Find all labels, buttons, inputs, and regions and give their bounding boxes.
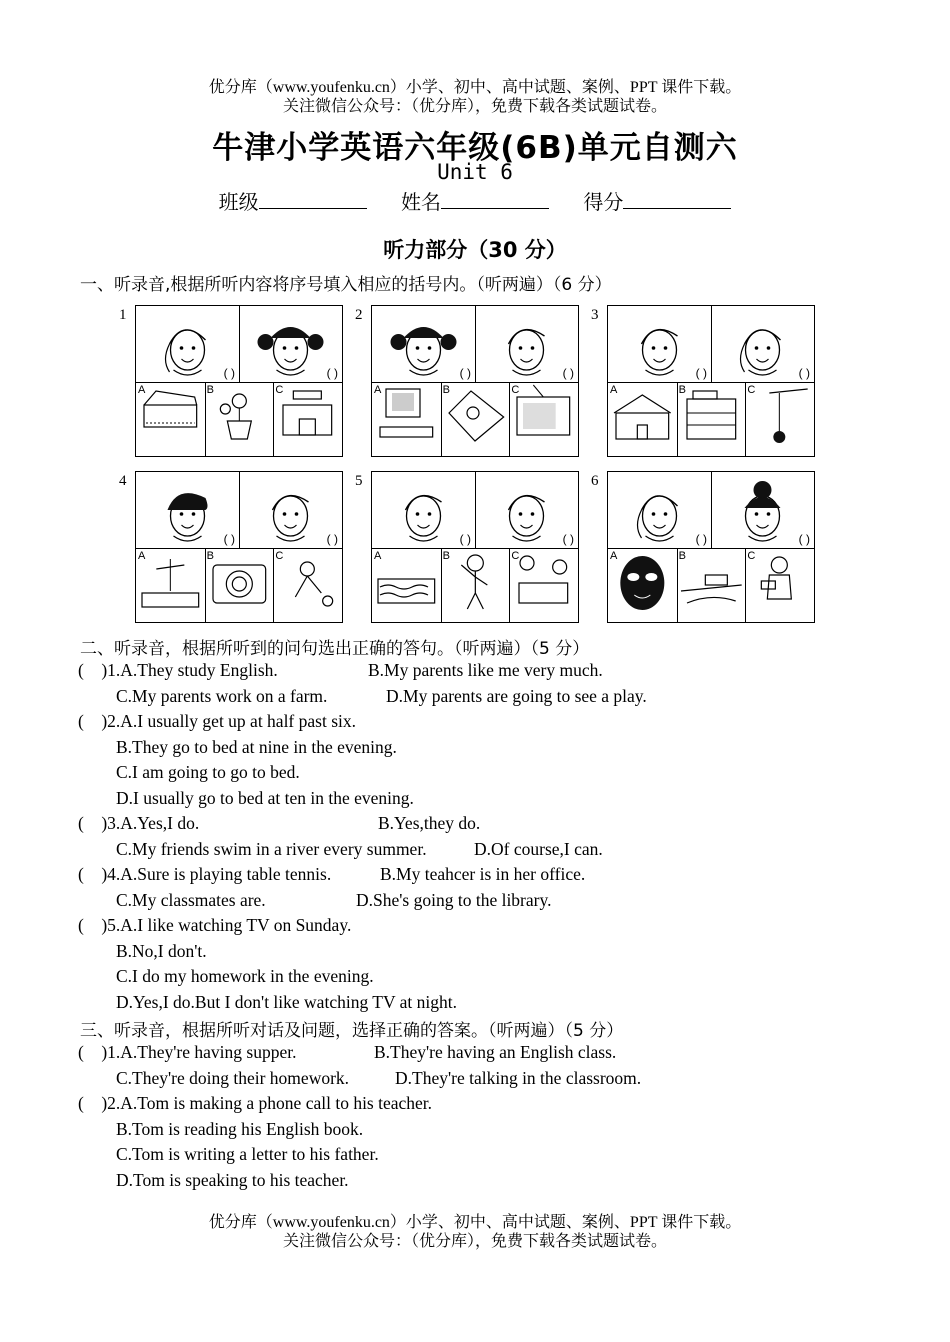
scene-drawing	[205, 383, 274, 455]
answer-paren[interactable]: ( )	[459, 366, 471, 380]
answer-paren[interactable]: ( )	[695, 366, 707, 380]
scene-drawing	[677, 549, 746, 621]
question-line: ( )1.A.They study English.	[78, 660, 278, 680]
option-line: B.My parents like me very much.	[368, 660, 603, 680]
scene-label: A	[374, 550, 382, 562]
scene-drawing	[608, 383, 677, 455]
face-cell	[372, 472, 475, 548]
scene-label: B	[206, 550, 214, 562]
scene-label: C	[511, 550, 520, 562]
answer-paren[interactable]: ( )	[459, 532, 471, 546]
face-cell	[239, 472, 342, 548]
scene-cell	[372, 549, 441, 621]
scene-drawing	[608, 549, 677, 621]
scene-cell	[441, 383, 510, 455]
name-label: 姓名	[401, 190, 441, 214]
face-cell	[711, 306, 814, 382]
name-blank[interactable]	[441, 192, 549, 209]
option-line: B.Tom is reading his English book.	[116, 1118, 364, 1139]
option-line: D.She's going to the library.	[356, 889, 552, 910]
question-line: ( )3.A.Yes,I do.	[78, 813, 200, 833]
option-line: C.I am going to go to bed.	[116, 762, 300, 782]
answer-paren[interactable]: ( )	[798, 532, 810, 546]
score-blank[interactable]	[623, 192, 731, 209]
part-title: 听力部分（30 分）	[383, 238, 567, 262]
scene-drawing	[372, 383, 441, 455]
option-line: D.I usually go to bed at ten in the evening.	[116, 787, 414, 808]
section-1-title: 一、听录音,根据所听内容将序号填入相应的括号内。（听两遍）（6 分）	[80, 275, 612, 295]
section-3-title: 三、听录音，根据所听对话及问题，选择正确的答案。（听两遍）（5 分）	[80, 1021, 624, 1041]
scene-label: C	[747, 550, 756, 562]
header-line-1: 优分库（www.youfenku.cn）小学、初中、高中试题、案例、PPT 课件下载。	[208, 79, 742, 96]
page-title: 牛津小学英语六年级(6B)单元自测六	[212, 130, 738, 166]
question-line: ( )2.A.I usually get up at half past six.	[78, 711, 357, 731]
picture-set	[607, 305, 815, 457]
scene-cell	[441, 549, 510, 621]
answer-paren[interactable]: ( )	[223, 366, 235, 380]
scene-drawing	[136, 549, 205, 621]
scene-drawing	[273, 549, 342, 621]
scene-drawing	[205, 549, 274, 621]
picture-number: 1	[119, 307, 127, 323]
picture-set	[135, 305, 343, 457]
picture-number: 2	[355, 307, 363, 323]
option-line: D.Yes,I do.But I don't like watching TV at night.	[116, 991, 457, 1012]
scene-label: A	[374, 384, 382, 396]
scene-drawing	[509, 549, 578, 621]
scene-label: A	[138, 550, 146, 562]
scene-label: B	[442, 384, 450, 396]
option-line: C.Tom is writing a letter to his father.	[116, 1144, 379, 1164]
picture-number: 5	[355, 473, 363, 489]
answer-paren[interactable]: ( )	[326, 532, 338, 546]
scene-cell	[608, 383, 677, 455]
scene-drawing	[136, 383, 205, 455]
scene-cell	[677, 549, 746, 621]
face-cell	[372, 306, 475, 382]
scene-drawing	[441, 383, 510, 455]
scene-label: A	[610, 550, 618, 562]
scene-label: C	[511, 384, 520, 396]
answer-paren[interactable]: ( )	[695, 532, 707, 546]
student-info	[0, 186, 950, 215]
picture-set	[371, 305, 579, 457]
option-line: B.My teahcer is in her office.	[380, 864, 586, 884]
scene-cell	[205, 383, 274, 455]
picture-number: 3	[591, 307, 599, 323]
picture-number: 4	[119, 473, 127, 489]
unit-label: Unit 6	[437, 160, 513, 184]
question-line: ( )4.A.Sure is playing table tennis.	[78, 864, 332, 884]
scene-label: A	[610, 384, 618, 396]
scene-label: A	[138, 384, 146, 396]
score-label: 得分	[583, 190, 624, 214]
scene-drawing	[372, 549, 441, 621]
scene-label: C	[747, 384, 756, 396]
class-label: 班级	[218, 190, 259, 214]
face-cell	[711, 472, 814, 548]
answer-paren[interactable]: ( )	[562, 366, 574, 380]
option-line: C.My classmates are.	[116, 889, 266, 910]
scene-cell	[136, 383, 205, 455]
footer-line-2: 关注微信公众号：（优分库），免费下载各类试题试卷。	[282, 1233, 667, 1250]
scene-label: B	[442, 550, 450, 562]
scene-drawing	[745, 383, 814, 455]
face-cell	[136, 472, 239, 548]
scene-cell	[273, 383, 342, 455]
answer-paren[interactable]: ( )	[562, 532, 574, 546]
scene-cell	[745, 383, 814, 455]
scene-drawing	[677, 383, 746, 455]
answer-paren[interactable]: ( )	[326, 366, 338, 380]
section-2-title: 二、听录音，根据所听到的问句选出正确的答句。（听两遍）（5 分）	[80, 639, 590, 659]
footer-line-1: 优分库（www.youfenku.cn）小学、初中、高中试题、案例、PPT 课件下载。	[208, 1214, 742, 1231]
scene-label: B	[206, 384, 214, 396]
scene-cell	[608, 549, 677, 621]
scene-cell	[509, 383, 578, 455]
question-line: ( )1.A.They're having supper.	[78, 1042, 297, 1062]
scene-label: C	[275, 550, 284, 562]
option-line: B.They're having an English class.	[374, 1042, 617, 1062]
scene-cell	[677, 383, 746, 455]
scene-cell	[273, 549, 342, 621]
scene-drawing	[273, 383, 342, 455]
option-line: D.Of course,I can.	[474, 838, 603, 859]
header-line-2: 关注微信公众号：（优分库），免费下载各类试题试卷。	[282, 98, 667, 115]
face-cell	[475, 472, 578, 548]
option-line: B.No,I don't.	[116, 940, 207, 961]
scene-label: B	[678, 550, 686, 562]
option-line: D.Tom is speaking to his teacher.	[116, 1169, 349, 1190]
option-line: B.They go to bed at nine in the evening.	[116, 736, 397, 757]
answer-paren[interactable]: ( )	[223, 532, 235, 546]
picture-set	[371, 471, 579, 623]
face-cell	[136, 306, 239, 382]
answer-paren[interactable]: ( )	[798, 366, 810, 380]
picture-set	[135, 471, 343, 623]
face-cell	[475, 306, 578, 382]
option-line: C.I do my homework in the evening.	[116, 966, 374, 986]
scene-label: B	[678, 384, 686, 396]
scene-label: C	[275, 384, 284, 396]
option-line: C.My friends swim in a river every summer.	[116, 838, 427, 859]
option-line: D.My parents are going to see a play.	[386, 685, 647, 706]
scene-cell	[136, 549, 205, 621]
question-line: ( )5.A.I like watching TV on Sunday.	[78, 915, 352, 935]
scene-drawing	[745, 549, 814, 621]
scene-cell	[745, 549, 814, 621]
face-cell	[239, 306, 342, 382]
scene-cell	[205, 549, 274, 621]
face-cell	[608, 306, 711, 382]
scene-drawing	[509, 383, 578, 455]
option-line: C.They're doing their homework.	[116, 1067, 350, 1088]
scene-cell	[372, 383, 441, 455]
question-line: ( )2.A.Tom is making a phone call to his teacher.	[78, 1093, 433, 1113]
picture-number: 6	[591, 473, 599, 489]
picture-set	[607, 471, 815, 623]
class-blank[interactable]	[259, 192, 367, 209]
option-line: B.Yes,they do.	[378, 813, 481, 833]
face-cell	[608, 472, 711, 548]
option-line: D.They're talking in the classroom.	[395, 1067, 642, 1088]
scene-drawing	[441, 549, 510, 621]
scene-cell	[509, 549, 578, 621]
option-line: C.My parents work on a farm.	[116, 685, 328, 706]
